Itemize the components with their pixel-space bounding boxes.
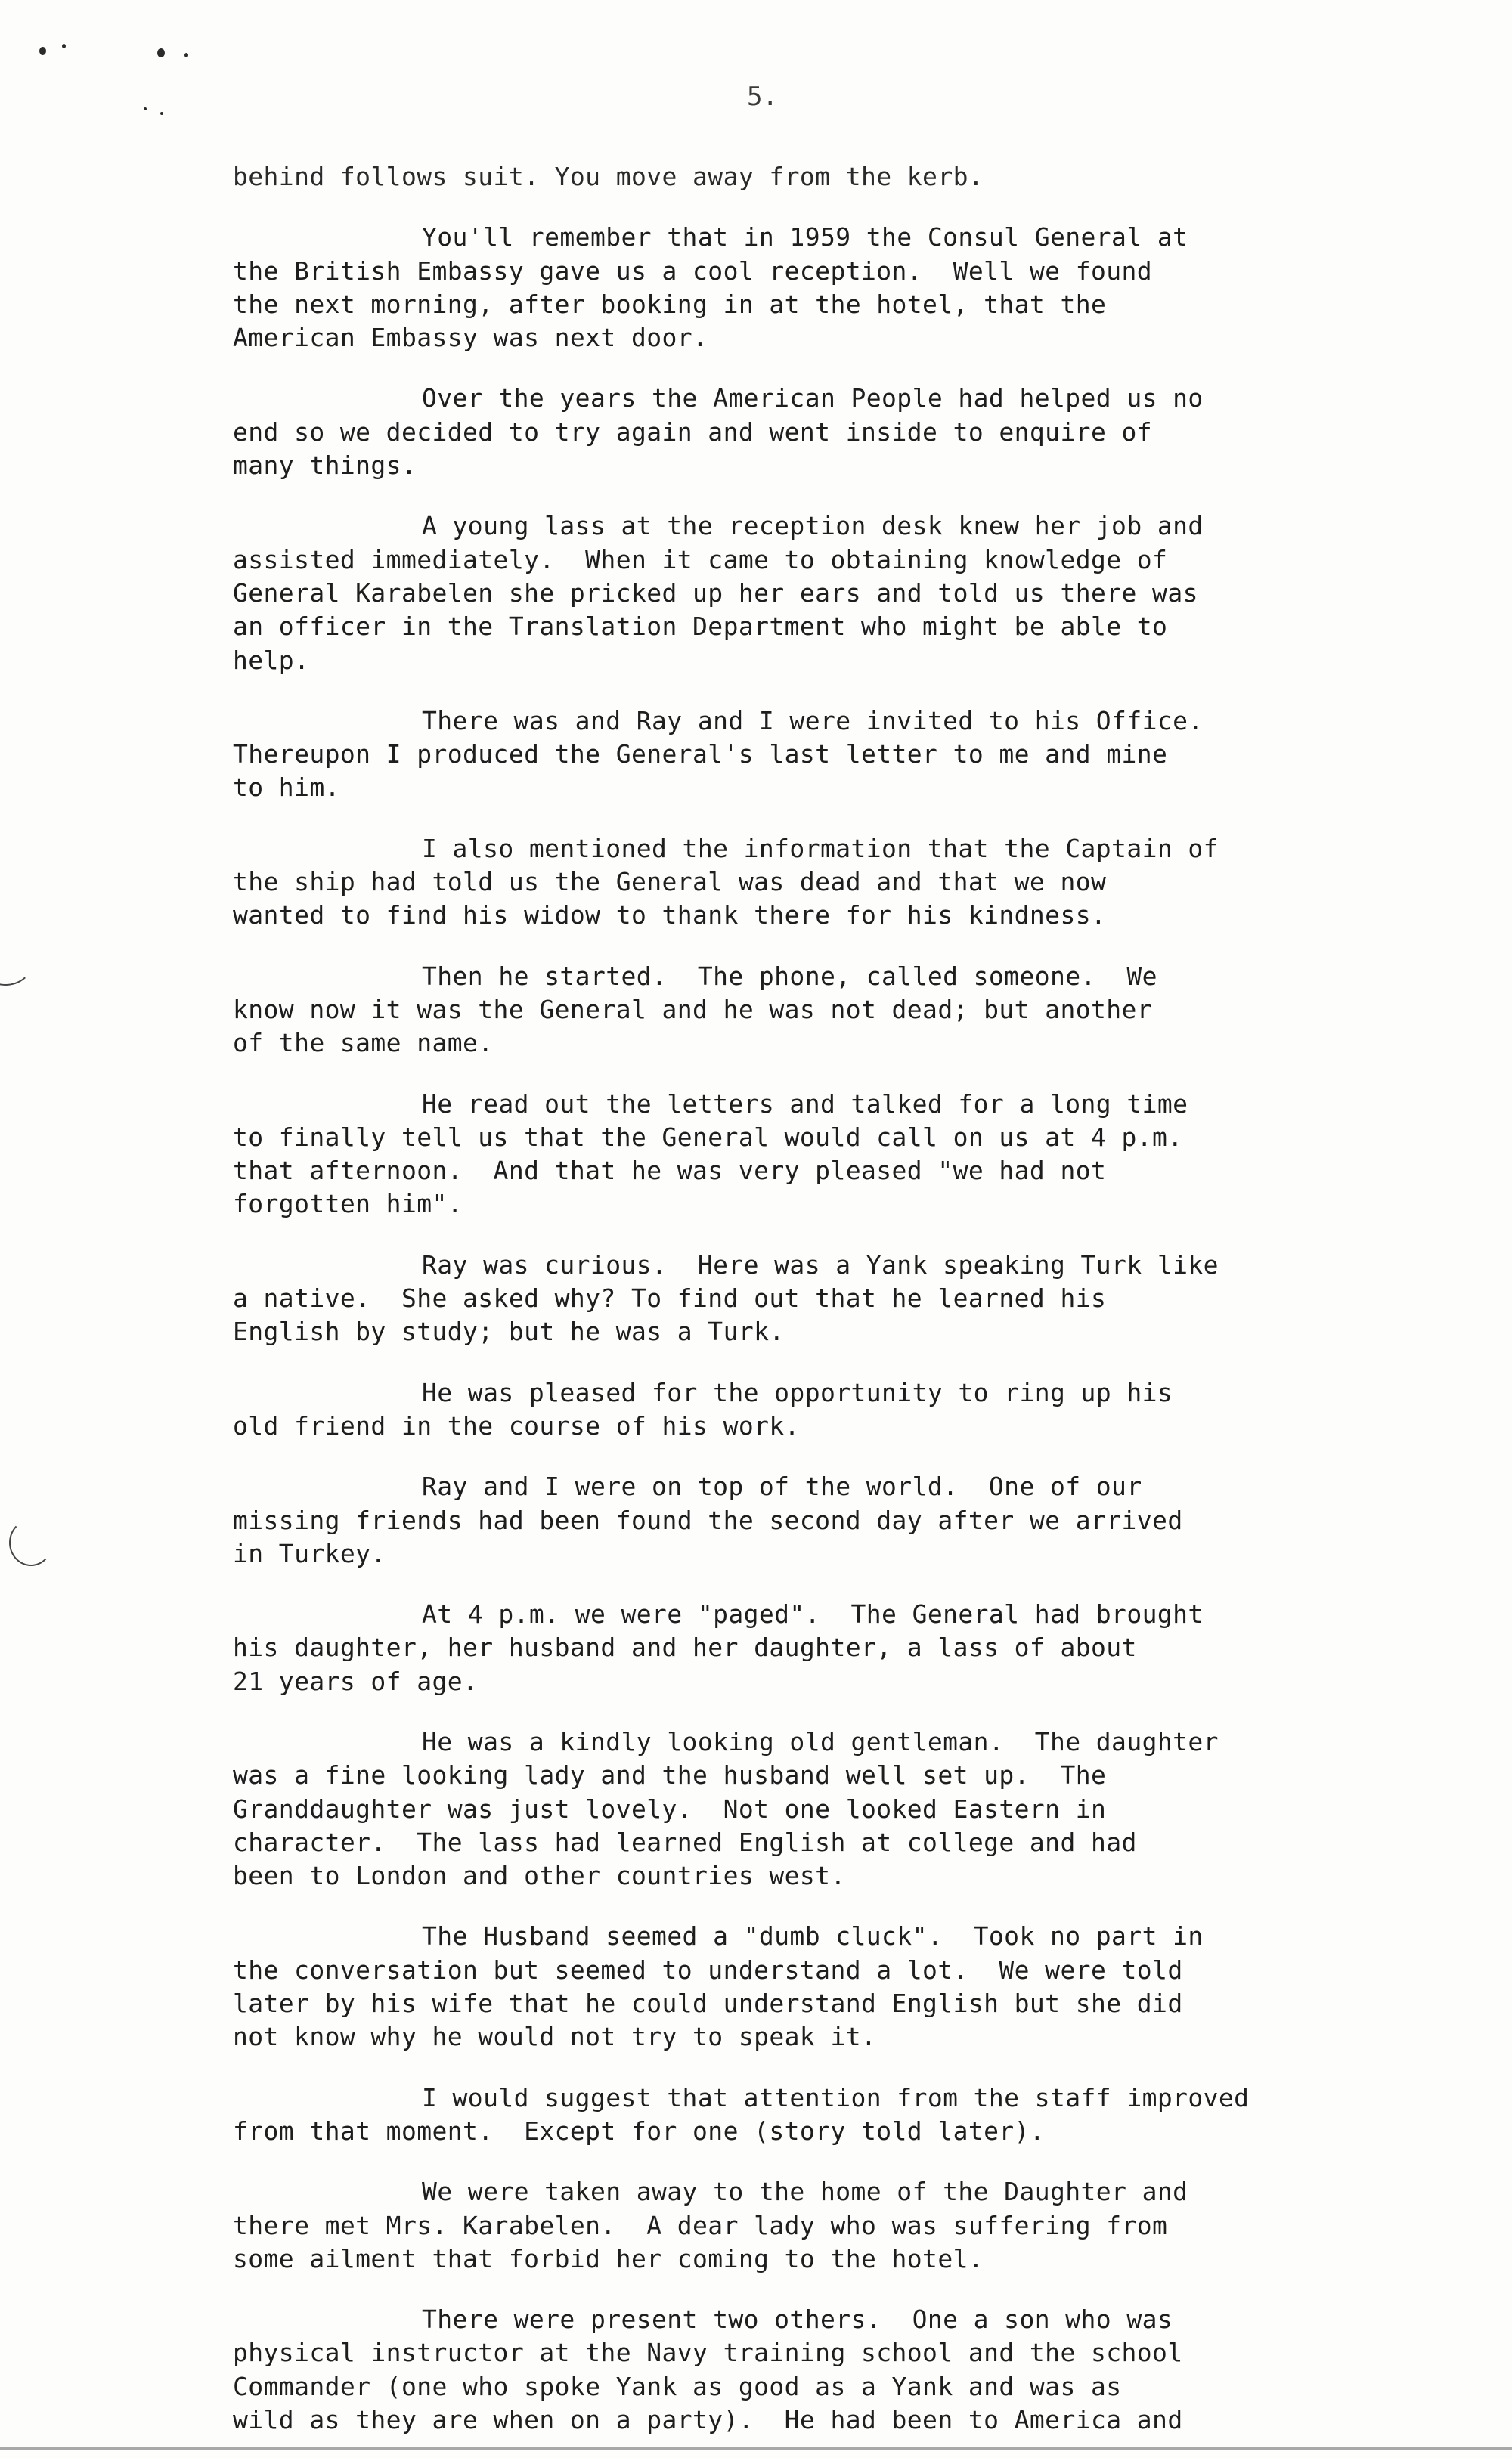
paragraph-list xyxy=(233,221,1435,2437)
paragraph: There was and Ray and I were invited to his Office. Thereupon I produced the General's last letter to me and mine to him. xyxy=(233,705,1204,803)
paragraph: I would suggest that attention from the staff improved from that moment. Except for one (story told later). xyxy=(233,2082,1250,2146)
scan-speck xyxy=(157,48,165,57)
margin-mark xyxy=(0,937,33,986)
paragraph: There were present two others. One a son who was physical instructor at the Navy training school and the school Commander (one who spoke Yank as good as a Yank and was as wild as they are when on a party). He had been to America and xyxy=(233,2305,1183,2435)
scan-speck xyxy=(39,47,46,55)
continuation-line: behind follows suit. You move away from the kerb. xyxy=(233,162,984,191)
paragraph: Over the years the American People had helped us no end so we decided to try again and went inside to enquire of many things. xyxy=(233,383,1204,481)
paragraph: We were taken away to the home of the Daughter and there met Mrs. Karabelen. A dear lady who was suffering from some ailment that forbid her coming to the hotel. xyxy=(233,2177,1188,2274)
paragraph: He was pleased for the opportunity to ring up his old friend in the course of his work. xyxy=(233,1377,1173,1441)
paragraph: At 4 p.m. we were "paged". The General had brought his daughter, her husband and her daughter, a lass of about 21 years of age. xyxy=(233,1599,1204,1696)
paragraph: I also mentioned the information that the Captain of the ship had told us the General was dead and that we now wanted to find his widow to thank there for his kindness. xyxy=(233,833,1219,930)
paragraph: Then he started. The phone, called someone. We know now it was the General and he was not dead; but another of the same name. xyxy=(233,961,1157,1058)
margin-mark xyxy=(9,1519,53,1566)
paragraph: Ray and I were on top of the world. One of our missing friends had been found the second day after we arrived in Turkey. xyxy=(233,1472,1183,1568)
page-number: 5. xyxy=(747,82,778,112)
paragraph: The Husband seemed a "dumb cluck". Took no part in the conversation but seemed to understand a lot. We were told later by his wife that he could understand English but she did not know why he would not try to speak it. xyxy=(233,1921,1204,2052)
body-text xyxy=(233,160,1435,2464)
scan-speck xyxy=(160,112,163,115)
paragraph: A young lass at the reception desk knew her job and assisted immediately. When it came to obtaining knowledge of General Karabelen she pricked up her ears and told us there was an officer in the Translation Department who might be able to help. xyxy=(233,511,1204,675)
paragraph: He was a kindly looking old gentleman. The daughter was a fine looking lady and the husband well set up. The Granddaughter was just lovely. Not one looked Eastern in character. The lass had learned English at college and had been to London and other countries west. xyxy=(233,1726,1219,1891)
scan-speck xyxy=(62,44,66,48)
paragraph: You'll remember that in 1959 the Consul General at the British Embassy gave us a cool reception. Well we found the next morning, after booking in at the hotel, that the American Embassy was next door. xyxy=(233,222,1188,353)
paragraph: He read out the letters and talked for a long time to finally tell us that the General would call on us at 4 p.m. that afternoon. And that he was very pleased "we had not forgotten him". xyxy=(233,1088,1188,1219)
scan-speck xyxy=(184,53,188,57)
paragraph: Ray was curious. Here was a Yank speaking Turk like a native. She asked why? To find out that he learned his English by study; but he was a Turk. xyxy=(233,1249,1219,1347)
scan-speck xyxy=(144,107,147,110)
